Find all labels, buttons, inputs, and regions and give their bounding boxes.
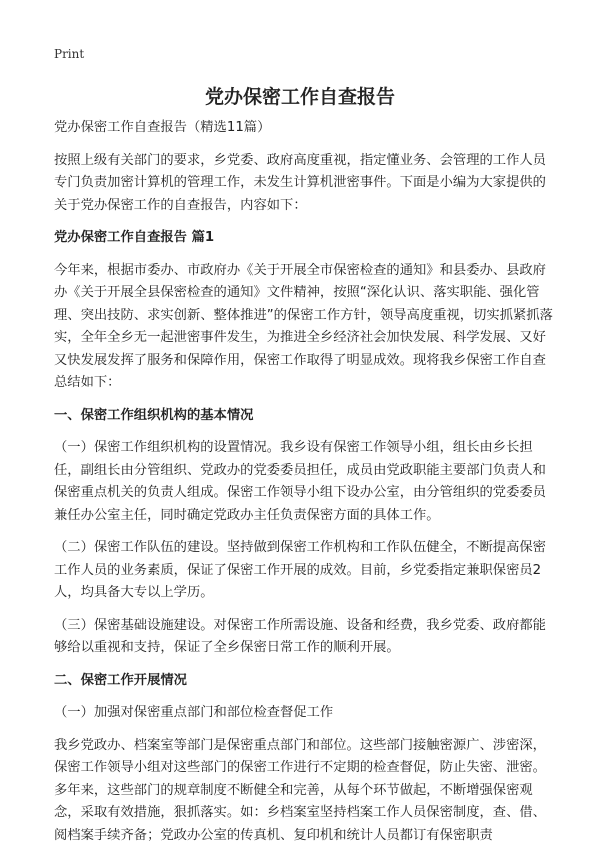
heading-organization: 一、保密工作组织机构的基本情况	[54, 407, 254, 423]
document-body	[54, 117, 554, 857]
paragraph-team-building: （二）保密工作队伍的建设。坚持做到保密工作机构和工作队伍健全，不断提高保密工作人员的业务素质，保证了保密工作开展的成效。目前，乡党委指定兼职保密员2人，均具备大专以上学历。	[54, 540, 546, 600]
paragraph-inspection: 我乡党政办、档案室等部门是保密重点部门和部位。这些部门接触密源广、涉密深，保密工作领导小组对这些部门的保密工作进行不定期的检查督促，防止失密、泄密。多年来，这些部门的规章制度不断健全和完善，从每个环节做起，不断增强保密观念，采取有效措施，狠抓落实。如：乡档案室坚持档案工作人员保密制度，查、借、阅档案手续齐备；党政办公室的传真机、复印机和统计人员都订有保密职责	[54, 737, 546, 843]
intro-paragraph: 按照上级有关部门的要求，乡党委、政府高度重视，指定懂业务、会管理的工作人员专门负责加密计算机的管理工作，未发生计算机泄密事件。下面是小编为大家提供的关于党办保密工作的自查报告，内容如下：	[54, 152, 546, 213]
section-title: 党办保密工作自查报告 篇1	[54, 230, 215, 245]
paragraph-infrastructure: （三）保密基础设施建设。对保密工作所需设施、设备和经费，我乡党委、政府都能够给以重视和支持，保证了全乡保密日常工作的顺利开展。	[54, 617, 546, 655]
document-title: 党办保密工作自查报告	[204, 86, 395, 108]
subheading-inspection: （一）加强对保密重点部门和部位检查督促工作	[54, 705, 334, 720]
print-link[interactable]: Print	[54, 47, 85, 61]
section-intro-paragraph: 今年来，根据市委办、市政府办《关于开展全市保密检查的通知》和县委办、县政府办《关于开展全县保密检查的通知》文件精神，按照“深化认识、落实职能、强化管理、突出技防、求实创新、整体推进”的保密工作方针，领导高度重视，切实抓紧抓落实，全年全乡无一起泄密事件发生，为推进全乡经济社会加快发展、科学发展、又好又快发展发挥了服务和保障作用，保密工作取得了明显成效。现将我乡保密工作自查总结如下：	[54, 262, 553, 390]
heading-work-progress: 二、保密工作开展情况	[54, 672, 187, 688]
document-subtitle: 党办保密工作自查报告（精选11篇）	[54, 120, 271, 135]
paragraph-organization-setup: （一）保密工作组织机构的设置情况。我乡设有保密工作领导小组，组长由乡长担任，副组长由分管组织、党政办的党委委员担任，成员由党政职能主要部门负责人和保密重点机关的负责人组成。保密工作领导小组下设办公室，由分管组织的党委委员兼任办公室主任，同时确定党政办主任负责保密方面的具体工作。	[54, 440, 546, 523]
